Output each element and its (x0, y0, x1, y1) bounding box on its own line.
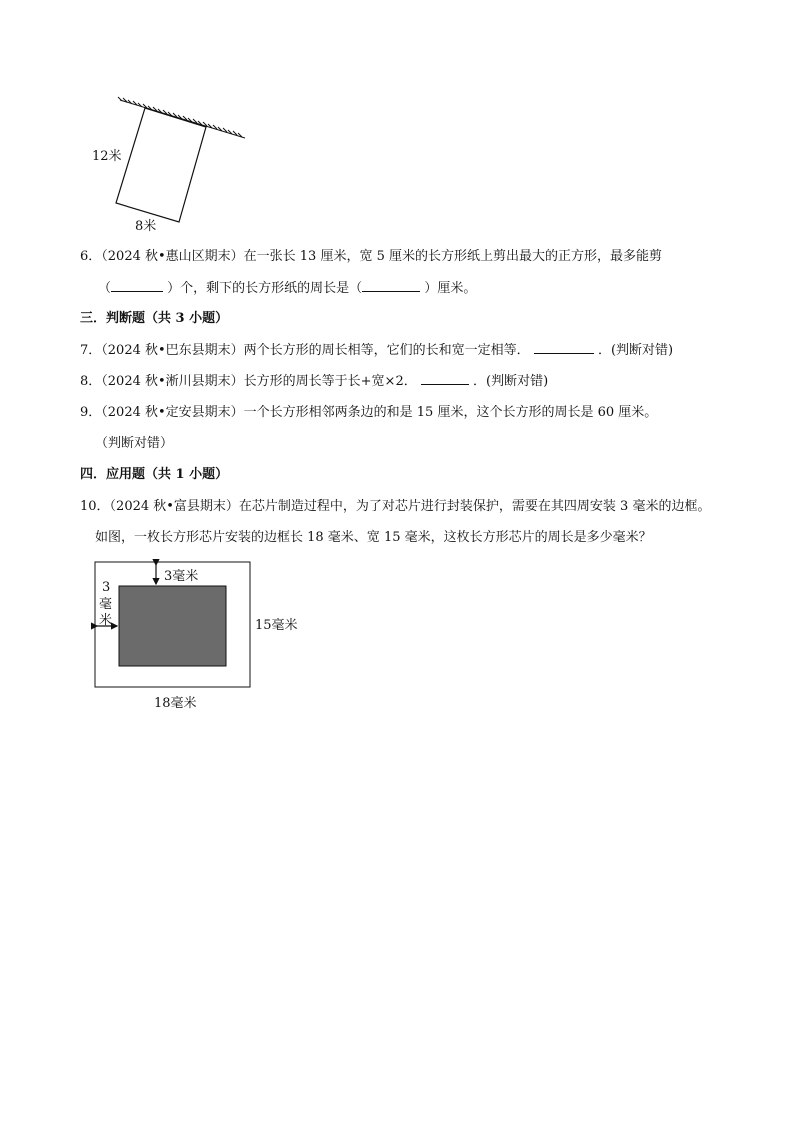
question-9-line-2: （判断对错） (95, 436, 174, 451)
height-label: 12米 (92, 149, 122, 164)
q8-text: 8．（2024 秋•淅川县期末）长方形的周长等于长+宽×2． (80, 374, 417, 389)
chip-rectangle (119, 586, 226, 666)
q7-answer-blank[interactable] (534, 341, 594, 354)
hanging-rectangle-figure (80, 90, 260, 235)
q6-answer-blank-1[interactable] (111, 279, 163, 292)
q7-text: 7．（2024 秋•巴东县期末）两个长方形的周长相等，它们的长和宽一定相等． (80, 343, 530, 358)
right-dimension-label: 15毫米 (255, 618, 298, 633)
q6-answer-blank-2[interactable] (362, 279, 420, 292)
question-6-line-1: 6．（2024 秋•惠山区期末）在一张长 13 厘米，宽 5 厘米的长方形纸上剪出最大的正方形，最多能剪 (80, 249, 662, 264)
ceiling-hatching (118, 97, 245, 138)
left-dimension-label-3: 米 (99, 613, 113, 628)
section-3-title: 三．判断题（共 3 小题） (80, 311, 229, 326)
width-label: 8米 (135, 219, 157, 234)
question-8 (80, 372, 548, 391)
left-dimension-label-2: 毫 (99, 597, 113, 612)
section-4-title: 四．应用题（共 1 小题） (80, 467, 229, 482)
top-dimension-label: 3毫米 (164, 569, 199, 584)
q6-middle-text: ）个，剩下的长方形纸的周长是（ (167, 281, 363, 296)
chip-frame-figure (88, 558, 318, 718)
question-10-line-2: 如图，一枚长方形芯片安装的边框长 18 毫米、宽 15 毫米，这枚长方形芯片的周长是多少毫米？ (95, 530, 652, 545)
question-7 (80, 341, 673, 360)
question-9-line-1: 9．（2024 秋•定安县期末）一个长方形相邻两条边的和是 15 厘米，这个长方形的周长是 60 厘米。 (80, 405, 658, 420)
q6-paren-open: （ (98, 281, 112, 296)
q7-suffix: ．(判断对错) (597, 343, 674, 358)
q6-end-text: ）厘米。 (424, 281, 477, 296)
question-6-line-2 (98, 279, 476, 298)
question-10-line-1: 10．（2024 秋•富县期末）在芯片制造过程中，为了对芯片进行封装保护，需要在其四周安装 3 毫米的边框。 (80, 499, 711, 514)
q8-answer-blank[interactable] (421, 372, 469, 385)
tilted-rectangle (116, 108, 206, 222)
left-dimension-label-1: 3 (102, 580, 111, 595)
q8-suffix: ．(判断对错) (473, 374, 549, 389)
bottom-dimension-label: 18毫米 (154, 696, 197, 711)
